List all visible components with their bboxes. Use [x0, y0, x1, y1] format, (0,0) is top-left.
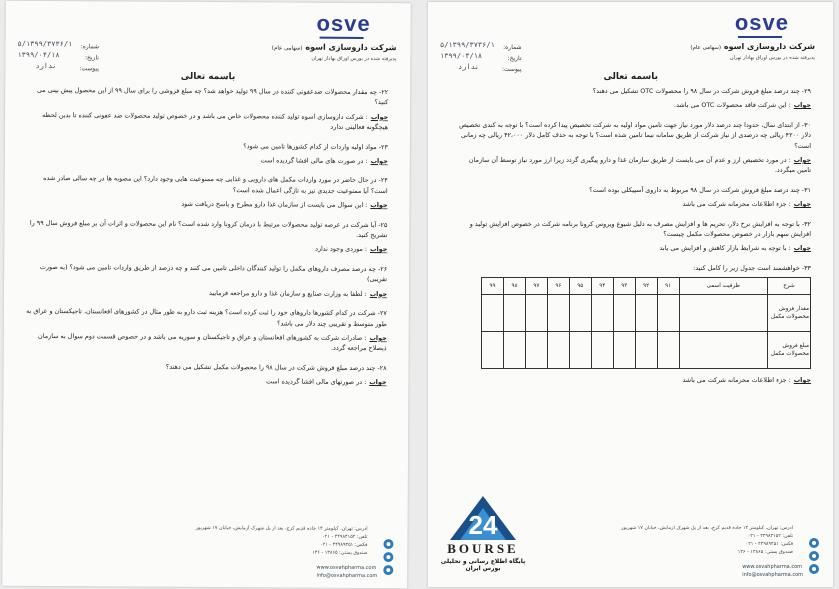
company-name: شرکت داروسازی اسوه (سهامی عام)	[690, 42, 815, 51]
question-29: ۲۹- چند درصد مبلغ فروش شرکت در سال ۹۸ را محصولات OTC تشکیل می دهند؟	[592, 87, 811, 95]
meta-date-value: ۱۳۹۹/۰۴/۱۸	[440, 52, 483, 60]
letter-meta-values	[440, 40, 495, 73]
contact-icon	[809, 538, 819, 548]
qa-item	[26, 306, 387, 354]
qa-item	[27, 173, 388, 210]
svg-text:24: 24	[468, 510, 498, 540]
website-link[interactable]: www.osvahpharma.com	[742, 564, 803, 570]
table-cell	[591, 295, 613, 332]
meta-number-label: شماره:	[503, 44, 522, 51]
meta-attachment-label: پیوست:	[79, 65, 99, 73]
table-cell	[635, 295, 657, 332]
table-header-cell: ۹۶	[547, 278, 569, 295]
answer-22: جواب: شرکت داروسازی اسوه تولید کننده محصولات خاص می باشد و در خصوص تولید محصولات ضد عفونی کننده تا بدین لحظه هیچگونه فعالیتی ندارد	[42, 110, 389, 132]
meta-number-label: شماره:	[80, 43, 100, 51]
footer-web	[316, 564, 377, 580]
bourse-watermark	[432, 494, 534, 589]
table-header-cell: ۹۴	[591, 278, 613, 295]
answer-33: جواب: جزء اطلاعات محرمانه شرکت می باشد	[682, 376, 811, 385]
meta-attachment-value: ندارد	[458, 63, 480, 71]
question-24: ۲۴- در حال حاضر در مورد واردات مکمل های دارویی و غذایی چه ممنوعیت هایی وجود دارد؟ این مصوبه ها در چه سالی صادر شده است؟ آیا ممنوعیت جدیدی نیز به تازگی اعمال شده است؟	[43, 174, 388, 195]
table-cell	[525, 332, 547, 369]
question-25: ۲۵- آیا شرکت در عرصه تولید محصولات مرتبط با درمان کرونا وارد شده است؟ نام این محصولات و اثرات آن بر مبلغ فروش سال ۹۹ را تشریح کنید.	[29, 218, 388, 240]
table-cell	[613, 332, 635, 369]
table-cell	[482, 295, 504, 332]
table-cell	[569, 332, 591, 369]
qa-list-left	[25, 85, 388, 397]
qa-item	[454, 219, 811, 254]
footer-contact	[117, 524, 367, 558]
question-26: ۲۶- چه درصد مصرف داروهای مکمل را تولید کنندگان داخلی تامین می کنند و چه درصد از طریق واردات تامین می شود؟ (به صورت تقریبی)	[39, 262, 388, 284]
table-cell	[503, 332, 525, 369]
row-label: مقدار فروش محصولات مکمل	[768, 295, 811, 332]
table-cell	[569, 295, 591, 332]
bourse-emblem-icon	[432, 494, 534, 542]
row-label: مبلغ فروش محصولات مکمل	[768, 332, 811, 369]
table-cell	[503, 295, 525, 332]
qa-item	[27, 140, 388, 167]
company-subtitle: پذیرفته شده در بورس اوراق بهادار تهران	[729, 55, 815, 61]
table-cell	[591, 332, 613, 369]
table-header-cell: ۹۸	[503, 278, 525, 295]
meta-number-value: ۵/۱۳۹۹/۳۷۳۶/۱	[440, 41, 495, 49]
sales-table	[481, 277, 811, 369]
meta-number-value: ۵/۱۳۹۹/۳۷۳۶/۱	[17, 39, 73, 49]
answer-26: جواب: لطفا به وزارت صنایع و سازمان غذا و دارو مراجعه فرمایید	[209, 288, 388, 298]
footer-web	[742, 563, 803, 579]
qa-item	[26, 262, 387, 299]
company-name: شرکت داروسازی اسوه (سهامی عام)	[271, 42, 397, 53]
table-cell	[679, 332, 767, 369]
question-27: ۲۷- شرکت در کدام کشورها داروهای خود را ثبت کرده است؟ هزینه ثبت دارو به طور مثال در کشورهای افغانستان، تاجیکستان و عراق به طور متوسط و تقریبی چند دلار می باشد؟	[26, 306, 387, 328]
table-cell	[547, 332, 569, 369]
osve-logo: osve	[316, 10, 371, 36]
table-header-row	[482, 278, 811, 295]
footer-contact	[543, 525, 793, 557]
footer-po-box: صندوق پستی: ۱۳۸۶۵ - ۱۳۶	[312, 550, 368, 556]
meta-date-label: تاریخ:	[507, 55, 522, 62]
answer-27: جواب: صادرات شرکت به کشورهای افغانستان و عراق و تاجیکستان و سوریه می باشد و در خصوص قسمت دوم سوال به سازمان ذیصلاح مراجعه گردد.	[38, 331, 387, 353]
bourse-wordmark: BOURSE	[447, 541, 519, 556]
table-row	[482, 332, 811, 369]
table-header-cell: ۹۷	[525, 278, 547, 295]
footer-icons	[383, 536, 393, 578]
email-link[interactable]: info@osvahpharma.com	[742, 572, 803, 578]
answer-23: جواب: در صورت های مالی افشا گردیده است	[260, 156, 388, 166]
qa-item	[454, 185, 811, 210]
contact-icon	[383, 552, 393, 562]
bourse-tagline: پایگاه اطلاع رسانی و تحلیلی بورس ایران	[440, 558, 526, 572]
table-cell	[679, 295, 767, 332]
meta-date-label: تاریخ:	[84, 54, 99, 62]
salutation: باسمه تعالی	[603, 72, 658, 82]
footer-po-box: صندوق پستی: ۱۳۸۶۵ - ۱۳۶	[737, 550, 793, 555]
qa-item	[25, 361, 386, 388]
answer-24: جواب: این سوال می بایست از سازمان غذا دارو مطرح و پاسخ دریافت شود	[181, 200, 388, 210]
table-header-cell: شرح	[768, 278, 811, 295]
footer-fax: فکس: ۴۴۹۸۹۴۵۱ - ۰۲۱	[320, 542, 368, 548]
table-header-cell: ۹۹	[482, 278, 504, 295]
answer-30: جواب: در مورد تخصیص ارز و عدم آن می بایست از طریق سازمان غذا و دارو پیگیری گردد زیرا ارز مورد نیاز توسط آن سازمان تامین میگردد.	[468, 156, 811, 175]
answer-32: جواب: با توجه به شرایط بازار کاهش و افزایش می یابد	[659, 244, 811, 253]
question-32: ۳۲- با توجه به افزایش نرخ دلار، تحریم ها و افزایش مصرف به دلیل شیوع ویروس کرونا برنامه شرکت در خصوص افزایش تولید و افزایش سهم بازار در خصوص محصولات مکمل چیست؟	[469, 219, 811, 239]
answer-29: جواب: این شرکت فاقد محصولات OTC می باشد.	[674, 101, 811, 110]
table-header-cell: ۹۵	[569, 278, 591, 295]
table-header-cell: ۹۱	[657, 278, 679, 295]
salutation: باسمه تعالی	[180, 71, 236, 83]
footer-address: آدرس: تهران، کیلومتر ۱۴ جاده قدیم کرج، بعد از پل شهرک آزمایش، خیابان ۱۷ شهریور	[621, 526, 793, 531]
company-subtitle: پذیرفته شده در بورس اوراق بهادار تهران	[311, 55, 397, 63]
qa-item	[454, 120, 811, 176]
question-33: ۳۳- خواهشمند است جدول زیر را کامل کنید:	[693, 263, 811, 272]
table-cell	[635, 332, 657, 369]
answer-25: جواب: موردی وجود ندارد	[315, 245, 388, 254]
web-icon	[383, 565, 393, 575]
website-link[interactable]: www.osvahpharma.com	[316, 564, 377, 572]
table-cell	[657, 332, 679, 369]
meta-date-value: ۱۳۹۹/۰۴/۱۸	[17, 50, 60, 60]
qa-item	[27, 85, 388, 133]
osve-logo: osve	[734, 10, 789, 35]
table-cell	[547, 295, 569, 332]
table-cell	[482, 332, 504, 369]
table-cell	[613, 295, 635, 332]
table-header-cell: ۹۲	[635, 278, 657, 295]
question-23: ۲۳- مواد اولیه واردات از کدام کشورها تامین می شود؟	[243, 141, 388, 151]
qa-item	[454, 86, 811, 111]
table-header-cell: ۹۳	[613, 278, 635, 295]
letter-meta	[79, 41, 99, 74]
footer-icons	[809, 535, 819, 577]
question-30: ۳۰- از ابتدای سال، حدودا چند درصد دلار مورد نیاز جهت تامین مواد اولیه به شرکت تخصیص پیدا کرده است؟ با توجه به کندی تخصیص دلار ۴۲۰۰ ریالی چه درصدی از نیاز شرکت از طریق سامانه نیما تامین شده است؟ با توجه به حذف کامل دلار ۴۲،۰۰۰ ریالی چه زمانی است؟	[459, 120, 811, 150]
question-22: ۲۲- چه مقدار محصولات ضدعفونی کننده در سال ۹۹ تولید خواهد شد؟ چه مبلغ فروشی را برای سال ۹۹ از این محصول پیش بینی می کنید؟	[36, 85, 389, 107]
contact-icon	[383, 539, 393, 549]
table-header-cell: ظرفیت اسمی	[679, 278, 767, 295]
table-cell	[525, 295, 547, 332]
footer-phone: تلفن: ۴۴۹۸۴۱۵۲ - ۰۲۱	[747, 534, 793, 539]
letter-page-left	[2, 1, 411, 588]
meta-attachment-value: ندارد	[35, 61, 57, 71]
table-cell	[657, 295, 679, 332]
letter-meta-values	[17, 39, 72, 72]
question-28: ۲۸- چند درصد مبلغ فروش شرکت در سال ۹۸ را محصولات مکمل تشکیل می دهند؟	[165, 362, 387, 372]
footer-phone: تلفن: ۴۴۹۸۴۱۵۲ - ۰۲۱	[322, 534, 368, 540]
table-row	[482, 295, 811, 332]
email-link[interactable]: info@osvahpharma.com	[316, 572, 378, 580]
answer-28: جواب: در صورتهای مالی افشا گردیده است	[266, 377, 387, 387]
footer-address: آدرس: تهران، کیلومتر ۱۴ جاده قدیم کرج، بعد از پل شهرک آزمایش، خیابان ۱۷ شهریور	[195, 525, 368, 532]
question-31: ۳۱- چند درصد مبلغ فروش شرکت در سال ۹۸ مربوط به داروی آسپیکلی بوده است؟	[589, 185, 811, 194]
qa-item	[26, 218, 387, 255]
web-icon	[809, 564, 819, 574]
contact-icon	[809, 551, 819, 561]
footer-fax: فکس: ۴۴۹۸۹۴۵۱ - ۰۲۱	[745, 542, 793, 547]
qa-list-right	[454, 86, 811, 395]
meta-attachment-label: پیوست:	[502, 66, 522, 73]
answer-31: جواب: جزء اطلاعات محرمانه شرکت می باشد	[682, 200, 811, 209]
letter-meta	[502, 42, 522, 75]
